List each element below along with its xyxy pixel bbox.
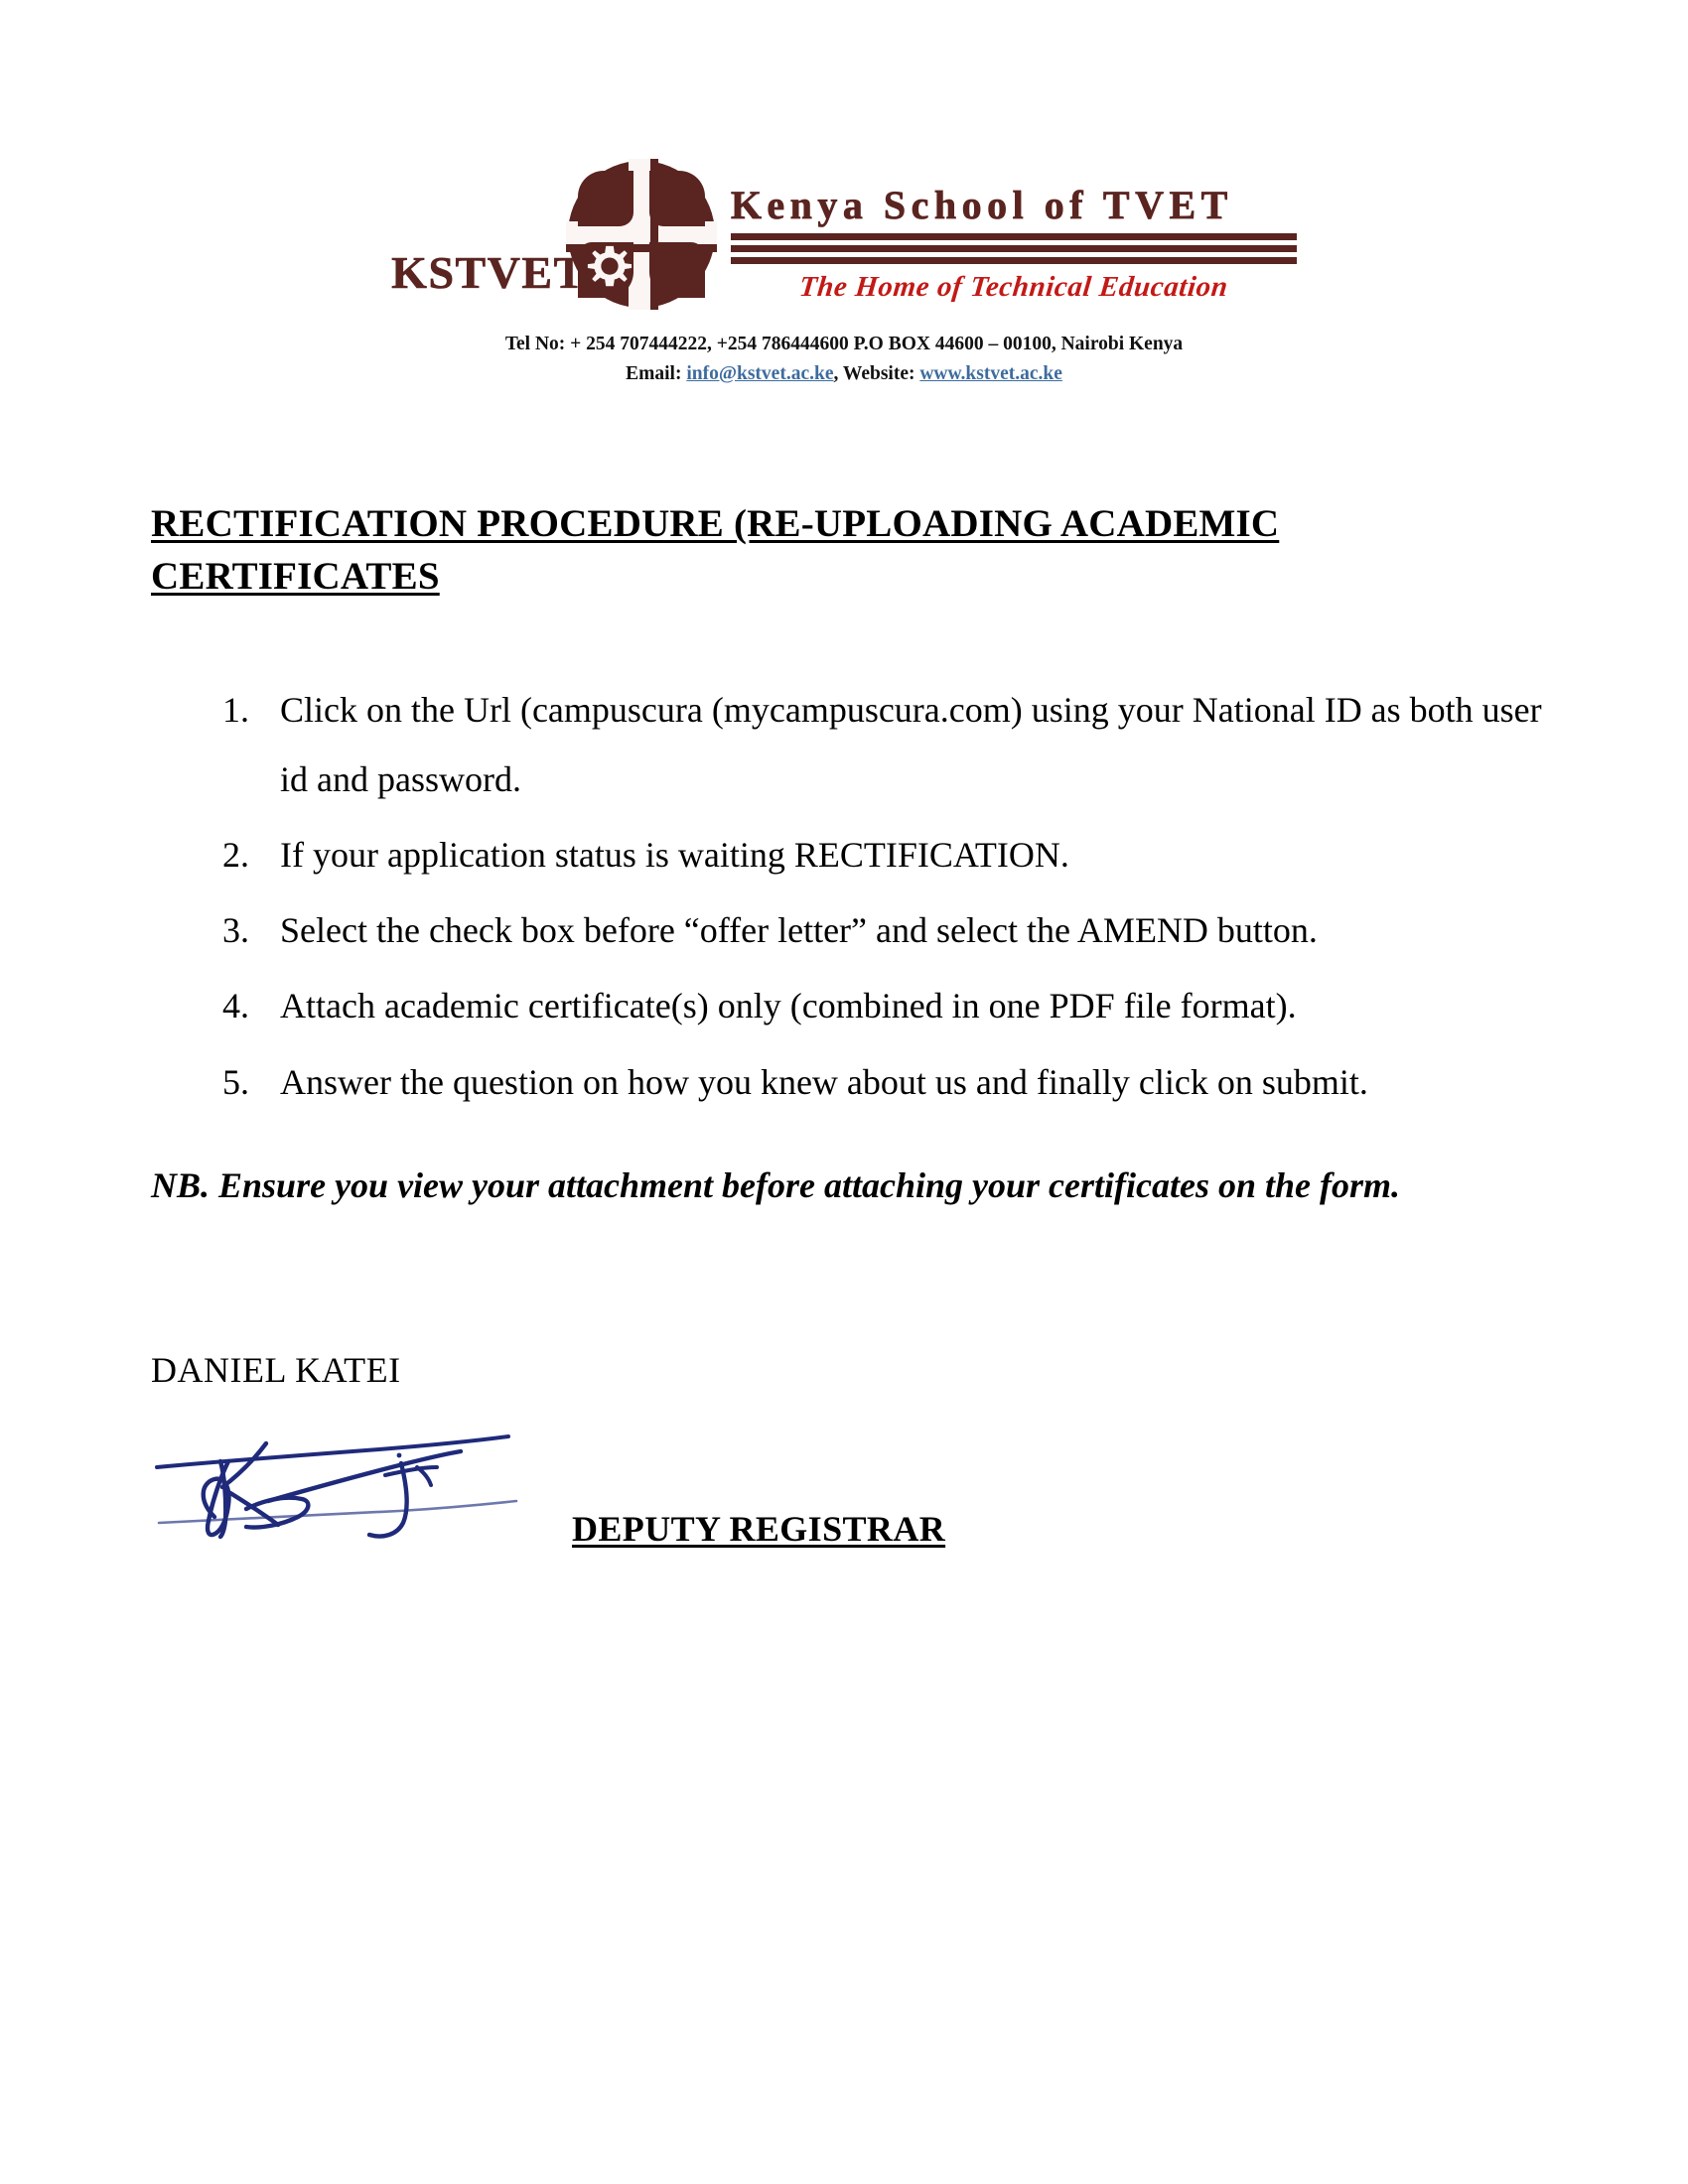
- contact-phone-address: Tel No: + 254 707444222, +254 786444600 P.O BOX 44600 – 00100, Nairobi Kenya: [504, 334, 1184, 354]
- list-item: 3. Select the check box before “offer letter” and select the AMEND button.: [258, 895, 1549, 965]
- logo-row: [391, 149, 1297, 308]
- signer-title: DEPUTY REGISTRAR: [572, 1508, 946, 1549]
- school-name-block: [731, 185, 1297, 304]
- contact-info: [505, 330, 1183, 389]
- signer-name: DANIEL KATEI: [151, 1350, 401, 1391]
- handwritten-signature-image: [151, 1410, 568, 1541]
- website-label: Website:: [842, 363, 920, 385]
- kstvet-emblem-icon: [568, 161, 715, 308]
- school-tagline: The Home of Technical Education: [797, 271, 1230, 303]
- letterhead: [0, 0, 1688, 389]
- page-title: [151, 498, 1549, 603]
- school-name: Kenya School of TVET: [730, 183, 1233, 227]
- contact-separator: ,: [833, 363, 843, 385]
- decorative-bars: [731, 233, 1297, 264]
- page-title-line-2: CERTIFICATES: [151, 555, 440, 599]
- contact-email-website: [505, 359, 1183, 389]
- procedure-steps-list: [151, 675, 1549, 1117]
- website-link[interactable]: www.kstvet.ac.ke: [919, 363, 1062, 385]
- email-link[interactable]: info@kstvet.ac.ke: [686, 363, 834, 385]
- page-title-line-1: RECTIFICATION PROCEDURE (RE-UPLOADING ACADEMIC: [151, 502, 1280, 546]
- email-label: Email:: [626, 363, 687, 385]
- list-item: 5. Answer the question on how you knew about us and finally click on submit.: [258, 1047, 1549, 1117]
- gear-icon: [586, 244, 633, 292]
- list-item: 1. Click on the Url (campuscura (mycampuscura.com) using your National ID as both user id and password.: [258, 675, 1549, 814]
- document-body: [139, 498, 1549, 1549]
- kstvet-acronym: KSTVET: [391, 247, 586, 298]
- note-paragraph: NB. Ensure you view your attachment before attaching your certificates on the form.: [151, 1164, 1400, 1205]
- list-item: 4. Attach academic certificate(s) only (combined in one PDF file format).: [258, 971, 1549, 1040]
- list-item: 2. If your application status is waiting RECTIFICATION.: [258, 820, 1549, 889]
